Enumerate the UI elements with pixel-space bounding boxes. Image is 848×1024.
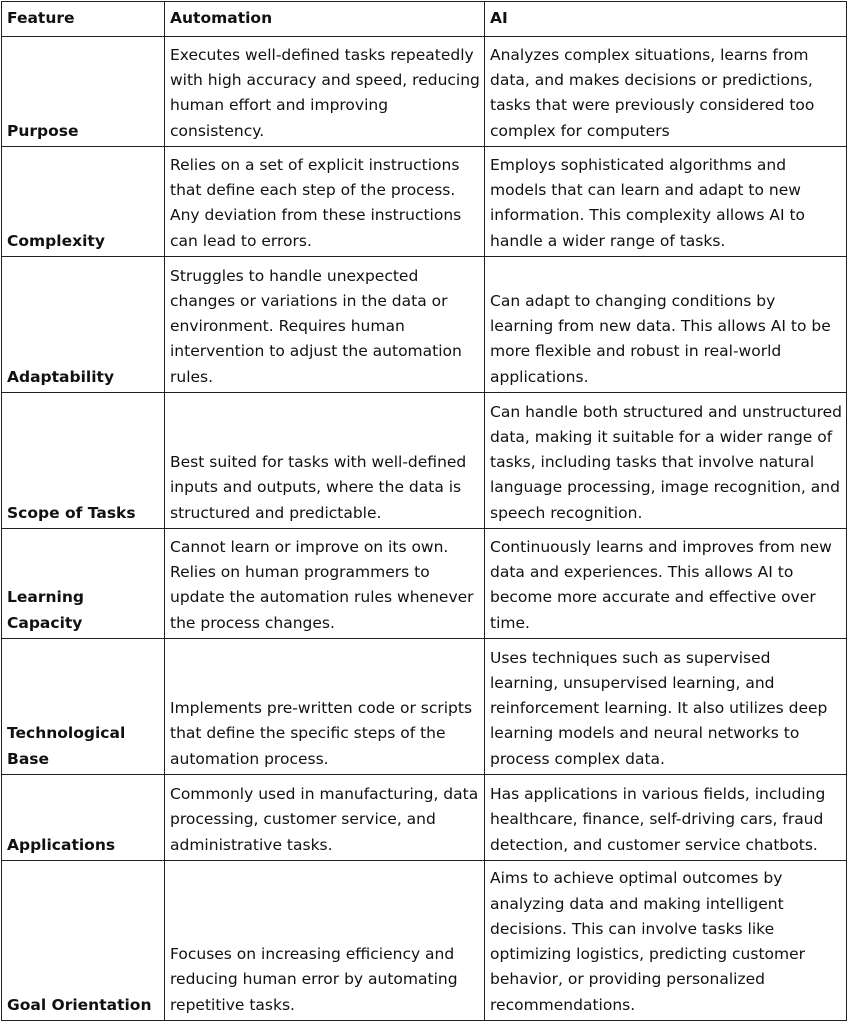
header-row <box>2 2 847 37</box>
ai-cell: Can adapt to changing conditions by learning from new data. This allows AI to be more flexible and robust in real-world applications. <box>485 257 847 393</box>
ai-cell: Uses techniques such as supervised learning, unsupervised learning, and reinforcement learning. It also utilizes deep learning models and neural networks to process complex data. <box>485 639 847 775</box>
automation-cell: Struggles to handle unexpected changes or variations in the data or environment. Requires human intervention to adjust the automation rules. <box>165 257 485 393</box>
feature-cell: Scope of Tasks <box>2 393 165 529</box>
ai-cell: Analyzes complex situations, learns from data, and makes decisions or predictions, tasks that were previously considered too complex for computers <box>485 37 847 147</box>
feature-cell: Purpose <box>2 37 165 147</box>
feature-cell: Complexity <box>2 147 165 257</box>
table-row <box>2 529 847 639</box>
feature-cell: Goal Orientation <box>2 861 165 1021</box>
automation-cell: Cannot learn or improve on its own. Relies on human programmers to update the automation rules whenever the process changes. <box>165 529 485 639</box>
header-ai: AI <box>485 2 847 37</box>
ai-cell: Aims to achieve optimal outcomes by analyzing data and making intelligent decisions. This can involve tasks like optimizing logistics, predicting customer behavior, or providing personalized recommendations. <box>485 861 847 1021</box>
feature-cell: Technological Base <box>2 639 165 775</box>
automation-cell: Best suited for tasks with well-defined inputs and outputs, where the data is structured and predictable. <box>165 393 485 529</box>
feature-cell: Applications <box>2 775 165 861</box>
ai-cell: Employs sophisticated algorithms and models that can learn and adapt to new information. This complexity allows AI to handle a wider range of tasks. <box>485 147 847 257</box>
ai-cell: Continuously learns and improves from new data and experiences. This allows AI to become more accurate and effective over time. <box>485 529 847 639</box>
table-row <box>2 639 847 775</box>
ai-cell: Can handle both structured and unstructured data, making it suitable for a wider range of tasks, including tasks that involve natural language processing, image recognition, and speech recognition. <box>485 393 847 529</box>
table-row <box>2 37 847 147</box>
feature-cell: Learning Capacity <box>2 529 165 639</box>
table-row <box>2 257 847 393</box>
automation-cell: Commonly used in manufacturing, data processing, customer service, and administrative tasks. <box>165 775 485 861</box>
feature-cell: Adaptability <box>2 257 165 393</box>
automation-cell: Relies on a set of explicit instructions that define each step of the process. Any deviation from these instructions can lead to errors. <box>165 147 485 257</box>
ai-cell: Has applications in various fields, including healthcare, finance, self-driving cars, fraud detection, and customer service chatbots. <box>485 775 847 861</box>
comparison-table <box>1 1 847 1021</box>
table-row <box>2 861 847 1021</box>
header-feature: Feature <box>2 2 165 37</box>
automation-cell: Implements pre-written code or scripts that define the specific steps of the automation process. <box>165 639 485 775</box>
table-row <box>2 775 847 861</box>
automation-cell: Executes well-defined tasks repeatedly with high accuracy and speed, reducing human effort and improving consistency. <box>165 37 485 147</box>
automation-cell: Focuses on increasing efficiency and reducing human error by automating repetitive tasks. <box>165 861 485 1021</box>
table-row <box>2 393 847 529</box>
header-automation: Automation <box>165 2 485 37</box>
table-row <box>2 147 847 257</box>
